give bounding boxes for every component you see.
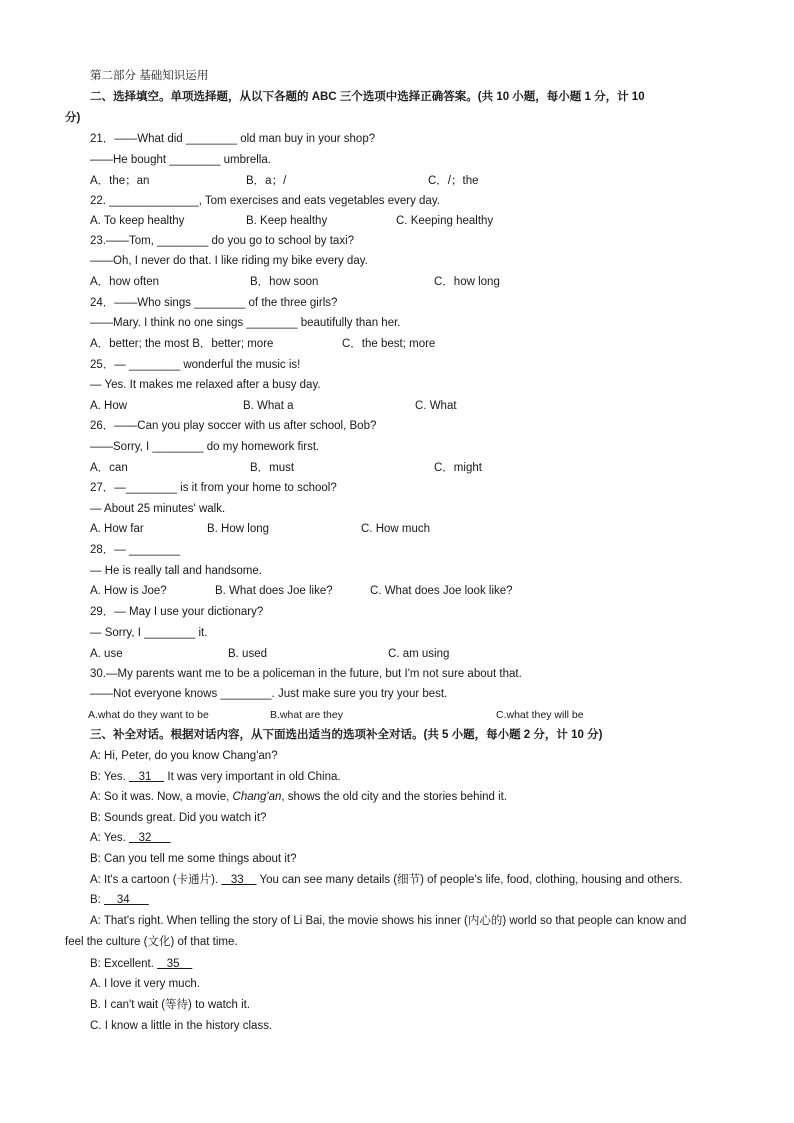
dialogue-line-3-rest: , shows the old city and the stories behind it.: [281, 791, 508, 803]
blank-35: 35: [157, 958, 193, 970]
blank-33: 33: [221, 874, 257, 886]
question-28-prompt: 28．— ________: [90, 544, 181, 556]
dialogue-line-3: [90, 790, 507, 804]
dialogue-option-a: A. I love it very much.: [90, 978, 200, 990]
dialogue-line-5: [90, 831, 171, 845]
dialogue-line-3-text: A: So it was. Now, a movie,: [90, 791, 233, 803]
part-title: 第二部分 基础知识运用: [90, 70, 209, 82]
question-23-option-a: A．how often: [90, 276, 160, 288]
dialogue-line-6: B: Can you tell me some things about it?: [90, 853, 297, 865]
question-29-option-b: B. used: [228, 648, 267, 660]
section-2-heading: 二、选择填空。单项选择题，从以下各题的 ABC 三个选项中选择正确答案。(共 10 小题，每小题 1 分，计 10: [90, 91, 645, 103]
question-29-option-c: C. am using: [388, 648, 450, 660]
question-22-option-a: A. To keep healthy: [90, 215, 185, 227]
question-23-prompt: 23.——Tom, ________ do you go to school by taxi?: [90, 235, 355, 247]
question-26-prompt: 26．——Can you play soccer with us after school, Bob?: [90, 420, 377, 432]
dialogue-line-8-text: B:: [90, 894, 105, 906]
dialogue-line-7-rest: You can see many details (细节) of people's life, food, clothing, housing and others.: [256, 874, 683, 886]
question-25-prompt: 25．— ________ wonderful the music is!: [90, 359, 301, 371]
question-30-option-b: B.what are they: [270, 709, 343, 721]
question-24-response: ——Mary. I think no one sings ________ beautifully than her.: [90, 317, 401, 329]
question-26-response: ——Sorry, I ________ do my homework first.: [90, 441, 320, 453]
question-29-option-a: A. use: [90, 648, 123, 660]
question-25-response: — Yes. It makes me relaxed after a busy day.: [90, 379, 321, 391]
question-21-option-c: C．/；the: [428, 175, 479, 187]
question-26-option-a: A．can: [90, 462, 128, 474]
blank-31: 31: [129, 771, 165, 783]
question-21-option-b: B．a；/: [246, 175, 287, 187]
question-30-option-c: C.what they will be: [496, 709, 584, 721]
blank-32: 32: [129, 832, 171, 844]
question-29-response: — Sorry, I ________ it.: [90, 627, 208, 639]
question-22-prompt: 22. ______________, Tom exercises and eats vegetables every day.: [90, 195, 440, 207]
question-21-option-a: A．the；an: [90, 175, 150, 187]
question-27-option-c: C. How much: [361, 523, 431, 535]
question-28-option-c: C. What does Joe look like?: [370, 585, 513, 597]
blank-34: 34: [104, 894, 149, 906]
question-23-option-b: B．how soon: [250, 276, 319, 288]
question-26-option-b: B．must: [250, 462, 295, 474]
question-28-option-b: B. What does Joe like?: [215, 585, 333, 597]
question-27-prompt: 27．—________ is it from your home to school?: [90, 482, 337, 494]
dialogue-option-c: C. I know a little in the history class.: [90, 1020, 273, 1032]
question-23-option-c: C．how long: [434, 276, 500, 288]
dialogue-line-9: A: That's right. When telling the story of Li Bai, the movie shows his inner (内心的) world so that people can know and: [90, 915, 687, 927]
question-30-response: ——Not everyone knows ________. Just make sure you try your best.: [90, 688, 448, 700]
question-28-option-a: A. How is Joe?: [90, 585, 167, 597]
dialogue-line-7-text: A: It's a cartoon (卡通片).: [90, 874, 222, 886]
dialogue-line-4: B: Sounds great. Did you watch it?: [90, 812, 267, 824]
question-29-prompt: 29．— May I use your dictionary?: [90, 606, 264, 618]
dialogue-line-10: [90, 957, 192, 971]
dialogue-line-10-text: B: Excellent.: [90, 958, 158, 970]
dialogue-line-1: A: Hi, Peter, do you know Chang'an?: [90, 750, 278, 762]
dialogue-line-7: [90, 873, 683, 887]
dialogue-line-2: [90, 770, 341, 784]
question-25-option-c: C. What: [415, 400, 457, 412]
question-24-option-ab: A．better; the most B．better; more: [90, 338, 274, 350]
question-22-option-c: C. Keeping healthy: [396, 215, 494, 227]
question-27-option-a: A. How far: [90, 523, 144, 535]
question-22-option-b: B. Keep healthy: [246, 215, 328, 227]
question-25-option-b: B. What a: [243, 400, 294, 412]
question-26-option-c: C．might: [434, 462, 482, 474]
question-30-option-a: A.what do they want to be: [88, 709, 209, 721]
dialogue-line-5-text: A: Yes.: [90, 832, 130, 844]
dialogue-line-2-text: B: Yes.: [90, 771, 130, 783]
question-27-response: — About 25 minutes' walk.: [90, 503, 226, 515]
question-24-prompt: 24．——Who sings ________ of the three girls?: [90, 297, 338, 309]
dialogue-line-9-cont: feel the culture (文化) of that time.: [65, 936, 238, 948]
question-28-response: — He is really tall and handsome.: [90, 565, 262, 577]
question-27-option-b: B. How long: [207, 523, 270, 535]
dialogue-option-b: B. I can't wait (等待) to watch it.: [90, 999, 251, 1011]
question-23-response: ——Oh, I never do that. I like riding my bike every day.: [90, 255, 368, 267]
question-24-option-c: C．the best; more: [342, 338, 436, 350]
dialogue-line-2-rest: It was very important in old China.: [164, 771, 341, 783]
question-25-option-a: A. How: [90, 400, 128, 412]
question-21-response: ——He bought ________ umbrella.: [90, 154, 271, 166]
section-3-heading: 三、补全对话。根据对话内容，从下面选出适当的选项补全对话。(共 5 小题，每小题 2 分，计 10 分): [90, 729, 603, 741]
section-2-heading-cont: 分): [65, 112, 81, 124]
question-21-prompt: 21．——What did ________ old man buy in your shop?: [90, 133, 376, 145]
movie-title: Chang'an: [232, 791, 282, 803]
dialogue-line-8: [90, 893, 149, 907]
question-30-prompt: 30.—My parents want me to be a policeman in the future, but I'm not sure about that.: [90, 668, 522, 680]
